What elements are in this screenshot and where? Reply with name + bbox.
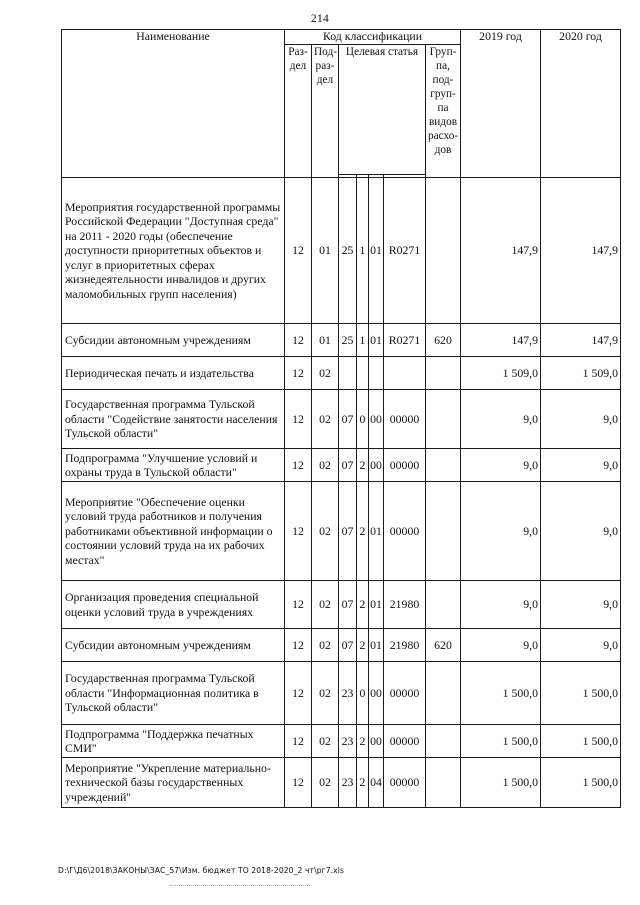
row-razdel: 12 (285, 324, 312, 357)
table-row (62, 662, 621, 725)
row-podrazdel: 02 (312, 482, 339, 581)
table-row (62, 324, 621, 357)
row-cs-subprogram: 2 (357, 725, 369, 758)
row-podrazdel: 02 (312, 662, 339, 725)
row-value-2019: 1 509,0 (461, 357, 541, 390)
row-cs-program: 07 (339, 482, 357, 581)
row-expense-group (426, 178, 461, 324)
row-cs-direction: R0271 (384, 324, 426, 357)
row-expense-group: 620 (426, 324, 461, 357)
row-cs-subprogram: 2 (357, 449, 369, 482)
row-value-2019: 9,0 (461, 449, 541, 482)
row-value-2019: 9,0 (461, 390, 541, 449)
row-cs-subprogram: 1 (357, 324, 369, 357)
row-expense-group (426, 357, 461, 390)
row-razdel: 12 (285, 357, 312, 390)
row-cs-program: 07 (339, 449, 357, 482)
header-year-2020: 2020 год (541, 30, 621, 178)
row-cs-event: 01 (369, 178, 384, 324)
row-podrazdel: 01 (312, 324, 339, 357)
row-cs-direction: 00000 (384, 449, 426, 482)
row-podrazdel: 01 (312, 178, 339, 324)
row-cs-direction (384, 357, 426, 390)
row-razdel: 12 (285, 390, 312, 449)
row-razdel: 12 (285, 482, 312, 581)
table-row (62, 758, 621, 808)
row-value-2019: 1 500,0 (461, 662, 541, 725)
row-value-2019: 9,0 (461, 482, 541, 581)
row-cs-event (369, 357, 384, 390)
row-value-2020: 9,0 (541, 581, 621, 629)
row-cs-event: 00 (369, 390, 384, 449)
row-value-2020: 9,0 (541, 390, 621, 449)
row-expense-group (426, 758, 461, 808)
row-name: Организация проведения специальной оценки условий труда в учреждениях (62, 581, 285, 629)
row-cs-event: 04 (369, 758, 384, 808)
row-cs-event: 00 (369, 449, 384, 482)
row-cs-program: 07 (339, 390, 357, 449)
table-row (62, 449, 621, 482)
row-expense-group (426, 725, 461, 758)
row-podrazdel: 02 (312, 629, 339, 662)
row-value-2020: 9,0 (541, 449, 621, 482)
row-value-2020: 1 500,0 (541, 662, 621, 725)
row-name: Периодическая печать и издательства (62, 357, 285, 390)
row-value-2020: 1 509,0 (541, 357, 621, 390)
row-cs-subprogram: 2 (357, 758, 369, 808)
row-razdel: 12 (285, 758, 312, 808)
row-value-2020: 147,9 (541, 324, 621, 357)
row-podrazdel: 02 (312, 725, 339, 758)
row-razdel: 12 (285, 178, 312, 324)
row-expense-group: 620 (426, 629, 461, 662)
row-name: Мероприятие "Укрепление материально-технической базы государственных учреждений" (62, 758, 285, 808)
row-expense-group (426, 581, 461, 629)
page-number: 214 (310, 13, 330, 25)
header-expense-group: Груп-па, под-груп-па видов расхо-дов (426, 45, 461, 178)
row-name: Государственная программа Тульской области "Содействие занятости населения Тульской области" (62, 390, 285, 449)
header-section: Раз-дел (285, 45, 312, 178)
row-cs-subprogram: 0 (357, 390, 369, 449)
row-value-2019: 1 500,0 (461, 725, 541, 758)
table-row (62, 390, 621, 449)
row-cs-subprogram: 1 (357, 178, 369, 324)
file-path-footer: D:\Г\Д6\2018\ЗАКОНЫ\ЗАС_57\Изм. бюджет ТО 2018-2020_2 чт\рг7.xls (58, 866, 345, 875)
row-name: Государственная программа Тульской области "Информационная политика в Тульской области" (62, 662, 285, 725)
row-name: Подпрограмма "Поддержка печатных СМИ" (62, 725, 285, 758)
table-row (62, 178, 621, 324)
table-row (62, 725, 621, 758)
row-cs-event: 00 (369, 725, 384, 758)
row-name: Мероприятия государственной программы Российской Федерации "Доступная среда" на 2011 - 2020 годы (обеспечение доступности приоритетных объектов и услуг в приоритетных сферах жизнедеятельности инвалидов и других маломобильных групп населения) (62, 178, 285, 324)
row-name: Мероприятие "Обеспечение оценки условий труда работников и получения работниками объективной информации о состоянии условий труда на их рабочих местах" (62, 482, 285, 581)
row-cs-program: 23 (339, 662, 357, 725)
row-razdel: 12 (285, 629, 312, 662)
row-razdel: 12 (285, 662, 312, 725)
row-value-2019: 1 500,0 (461, 758, 541, 808)
row-value-2020: 1 500,0 (541, 758, 621, 808)
row-cs-direction: 00000 (384, 482, 426, 581)
row-cs-direction: R0271 (384, 178, 426, 324)
row-cs-subprogram: 2 (357, 581, 369, 629)
row-cs-event: 01 (369, 629, 384, 662)
row-cs-direction: 00000 (384, 662, 426, 725)
row-cs-program: 23 (339, 725, 357, 758)
row-cs-event: 00 (369, 662, 384, 725)
row-name: Субсидии автономным учреждениям (62, 324, 285, 357)
row-value-2020: 1 500,0 (541, 725, 621, 758)
row-cs-subprogram: 2 (357, 629, 369, 662)
row-value-2019: 9,0 (461, 581, 541, 629)
row-razdel: 12 (285, 449, 312, 482)
row-expense-group (426, 390, 461, 449)
row-cs-program: 25 (339, 178, 357, 324)
row-value-2019: 147,9 (461, 178, 541, 324)
row-cs-direction: 21980 (384, 629, 426, 662)
header-target-article: Целевая статья (339, 45, 426, 175)
table-row (62, 581, 621, 629)
table-header (62, 30, 621, 178)
row-cs-direction: 00000 (384, 390, 426, 449)
row-podrazdel: 02 (312, 758, 339, 808)
table-row (62, 482, 621, 581)
row-cs-direction: 21980 (384, 581, 426, 629)
row-cs-program: 25 (339, 324, 357, 357)
budget-table (61, 29, 621, 808)
table-body (62, 178, 621, 808)
row-cs-program: 07 (339, 581, 357, 629)
row-cs-event: 01 (369, 581, 384, 629)
row-expense-group (426, 449, 461, 482)
row-value-2020: 9,0 (541, 482, 621, 581)
row-value-2019: 9,0 (461, 629, 541, 662)
row-cs-program (339, 357, 357, 390)
row-podrazdel: 02 (312, 390, 339, 449)
row-cs-program: 23 (339, 758, 357, 808)
row-cs-event: 01 (369, 482, 384, 581)
row-cs-program: 07 (339, 629, 357, 662)
header-name: Наименование (62, 30, 285, 178)
row-cs-subprogram: 0 (357, 662, 369, 725)
scan-artifact-line (170, 885, 310, 886)
table-row (62, 357, 621, 390)
row-cs-subprogram (357, 357, 369, 390)
table-row (62, 629, 621, 662)
row-expense-group (426, 662, 461, 725)
row-cs-event: 01 (369, 324, 384, 357)
row-razdel: 12 (285, 725, 312, 758)
row-razdel: 12 (285, 581, 312, 629)
row-value-2020: 9,0 (541, 629, 621, 662)
row-name: Подпрограмма "Улучшение условий и охраны труда в Тульской области" (62, 449, 285, 482)
row-cs-direction: 00000 (384, 758, 426, 808)
row-name: Субсидии автономным учреждениям (62, 629, 285, 662)
row-value-2019: 147,9 (461, 324, 541, 357)
row-cs-subprogram: 2 (357, 482, 369, 581)
row-podrazdel: 02 (312, 449, 339, 482)
row-value-2020: 147,9 (541, 178, 621, 324)
header-year-2019: 2019 год (461, 30, 541, 178)
row-podrazdel: 02 (312, 357, 339, 390)
header-classification: Код классификации (285, 30, 461, 45)
row-expense-group (426, 482, 461, 581)
row-podrazdel: 02 (312, 581, 339, 629)
row-cs-direction: 00000 (384, 725, 426, 758)
header-subsection: Под-раз-дел (312, 45, 339, 178)
